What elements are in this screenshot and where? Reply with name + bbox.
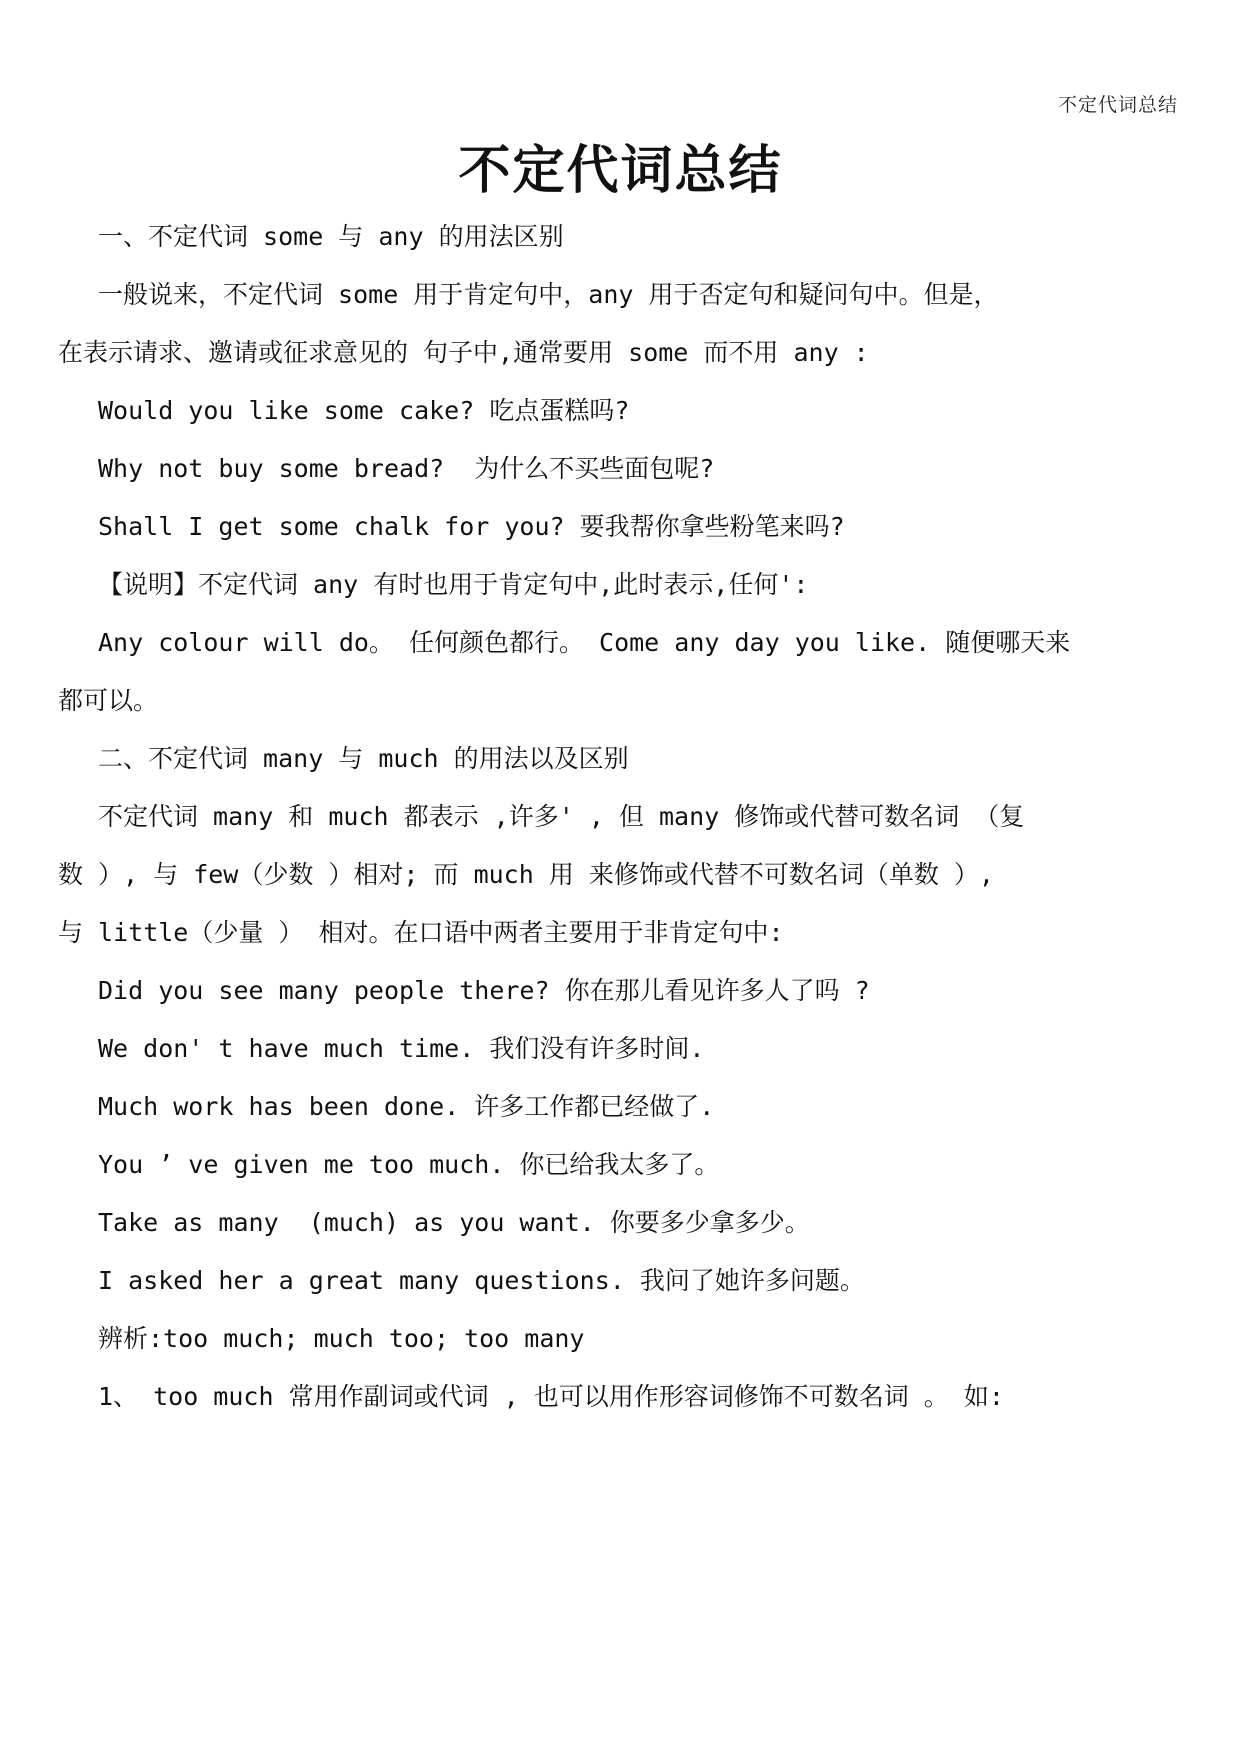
paragraph-line: 与 little（少量 ） 相对。在口语中两者主要用于非肯定句中: [58,918,784,947]
example-sentence: Any colour will do。 任何颜色都行。 Come any day you like. 随便哪天来 [98,628,1071,657]
page-title: 不定代词总结 [458,141,783,201]
example-sentence: I asked her a great many questions. 我问了她许多问题。 [98,1266,865,1295]
running-header: 不定代词总结 [1057,94,1178,116]
example-sentence: You ’ ve given me too much. 你已给我太多了。 [98,1150,720,1179]
section-heading-1: 一、不定代词 some 与 any 的用法区别 [98,222,564,251]
example-sentence: Much work has been done. 许多工作都已经做了. [98,1092,715,1121]
example-sentence: Why not buy some bread? 为什么不买些面包呢? [98,454,715,483]
paragraph-line: 都可以。 [58,686,159,715]
example-sentence: We don' t have much time. 我们没有许多时间. [98,1034,705,1063]
paragraph-line: 一般说来，不定代词 some 用于肯定句中，any 用于否定句和疑问句中。但是， [98,280,999,309]
example-sentence: Did you see many people there? 你在那儿看见许多人了吗 ? [98,976,870,1005]
paragraph-line: 数 ）, 与 few（少数 ）相对; 而 much 用 来修饰或代替不可数名词（单数 ）, [58,860,994,889]
section-heading-2: 二、不定代词 many 与 much 的用法以及区别 [98,744,629,773]
paragraph-line: 不定代词 many 和 much 都表示 ,许多' , 但 many 修饰或代替可数名词 （复 [98,802,1025,831]
example-sentence: Shall I get some chalk for you? 要我帮你拿些粉笔来吗? [98,512,845,541]
analysis-heading: 辨析:too much; much too; too many [98,1324,585,1353]
paragraph-line: 1、 too much 常用作副词或代词 , 也可以用作形容词修饰不可数名词 。 如: [98,1382,1004,1411]
note-line: 【说明】不定代词 any 有时也用于肯定句中,此时表示,任何': [98,570,809,599]
paragraph-line: 在表示请求、邀请或征求意见的 句子中,通常要用 some 而不用 any : [58,338,869,367]
example-sentence: Would you like some cake? 吃点蛋糕吗? [98,396,630,425]
example-sentence: Take as many (much) as you want. 你要多少拿多少。 [98,1208,810,1237]
